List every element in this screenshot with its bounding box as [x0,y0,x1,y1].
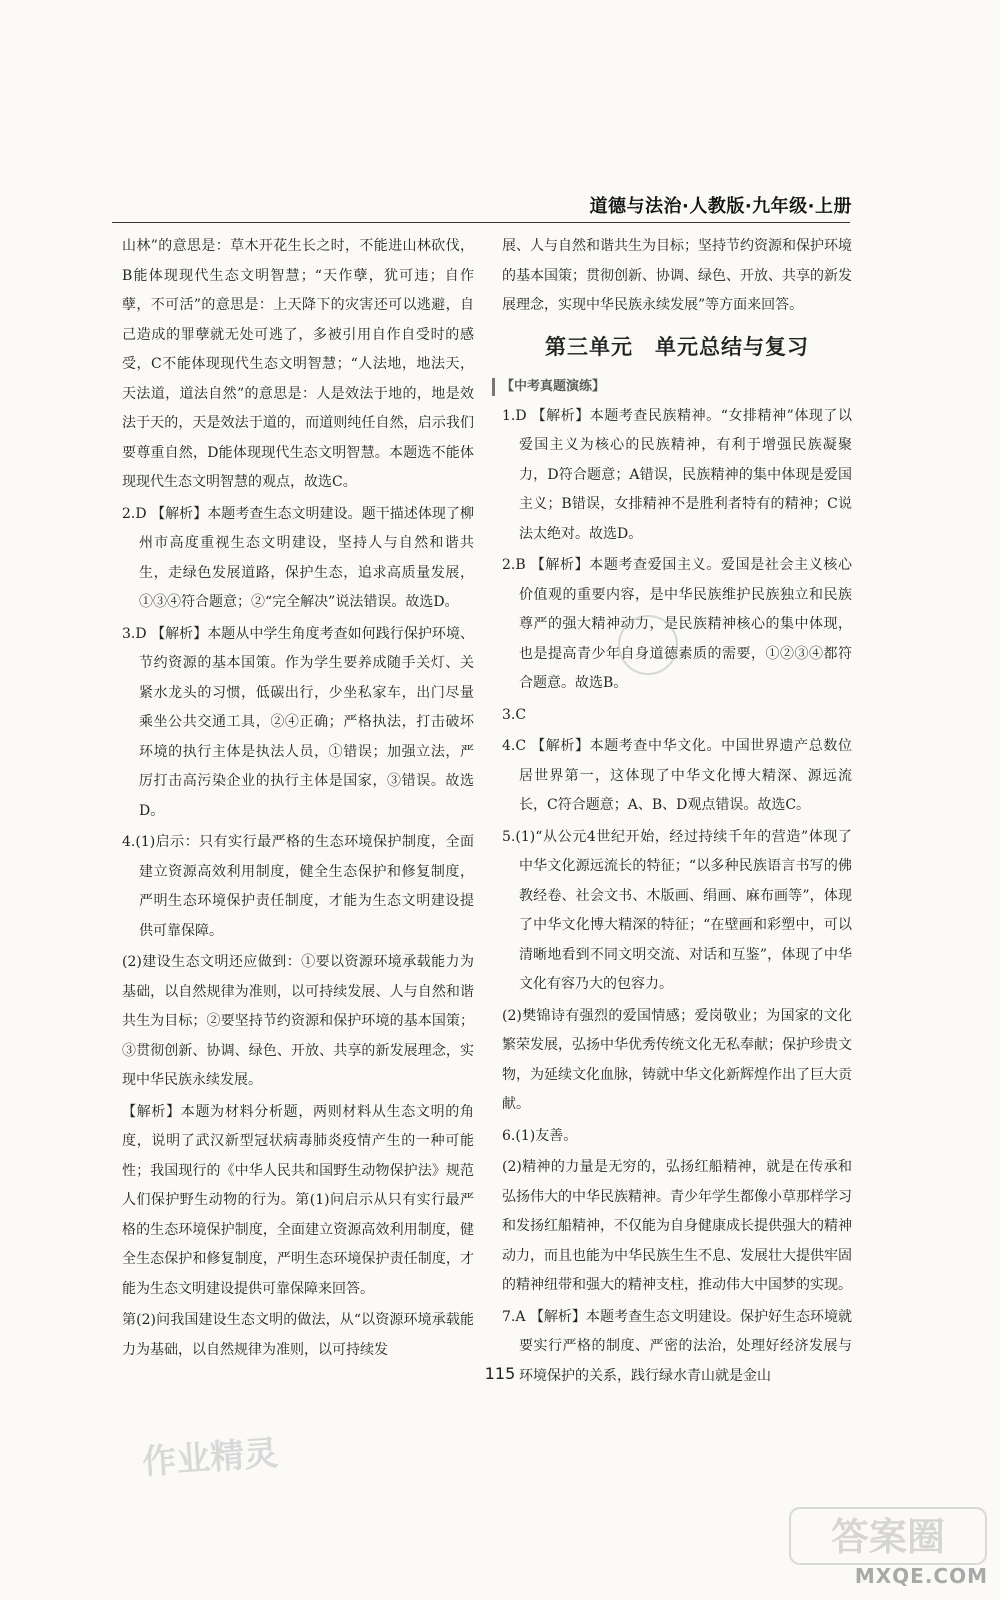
faint-ghost-text: 作业精灵 [141,1433,280,1483]
unit3-answer-7: 7.A 【解析】本题考查生态文明建设。保护好生态环境就要实行严格的制度、严密的法治，处理好经济发展与环境保护的关系，践行绿水青山就是金山 [502,1308,852,1384]
unit3-answer-3: 3.C [502,706,527,723]
unit3-answer-2: 2.B 【解析】本题考查爱国主义。爱国是社会主义核心价值观的重要内容，是中华民族维护民族独立和民族尊严的强大精神动力，是民族精神核心的集中体现，也是提高青少年自身道德素质的需要，①②③④都符合题意。故选B。 [502,557,852,691]
left-column [122,232,474,1367]
unit3-answer-6-part-1: 6.(1)友善。 [502,1127,578,1144]
answer-2: 2.D 【解析】本题考查生态文明建设。题干描述体现了柳州市高度重视生态文明建设，坚持人与自然和谐共生，走绿色发展道路，保护生态，追求高质量发展，①③④符合题意；②“完全解决”说法错误。故选D。 [122,505,474,610]
unit-title: 第三单元 单元总结与复习 [545,334,809,359]
page-header-title: 道德与法治·人教版·九年级·上册 [589,196,852,217]
faint-stamp [618,615,678,675]
answer-4-part-1: 4.(1)启示：只有实行最严格的生态环境保护制度，全面建立资源高效利用制度，健全生态保护和修复制度，严明生态环境保护责任制度，才能为生态文明建设提供可靠保障。 [122,834,474,939]
page-number: 115 [484,1364,516,1383]
unit3-answer-5-part-2: (2)樊锦诗有强烈的爱国情感；爱岗敬业；为国家的文化繁荣发展，弘扬中华优秀传统文化无私奉献；保护珍贵文物，为延续文化血脉，铸就中华文化新辉煌作出了巨大贡献。 [502,1007,852,1112]
header-rule [112,222,850,223]
answer-4-part-2: (2)建设生态文明还应做到：①要以资源环境承载能力为基础，以自然规律为准则，以可持续发展、人与自然和谐共生为目标；②要坚持节约资源和保护环境的基本国策；③贯彻创新、协调、绿色、开放、共享的新发展理念，实现中华民族永续发展。 [122,954,474,1088]
answer-4-analysis-cont: 第(2)问我国建设生态文明的做法，从“以资源环境承载能力为基础，以自然规律为准则，以可持续发 [122,1312,474,1358]
unit3-answer-5-part-1: 5.(1)“从公元4世纪开始，经过持续千年的营造”体现了中华文化源远流长的特征；“以多种民族语言书写的佛教经卷、社会文书、木版画、绢画、麻布画等”，体现了中华文化博大精深的特征；“在壁画和彩塑中，可以清晰地看到不同文明交流、对话和互鉴”，体现了中华文化有容乃大的包容力。 [502,828,852,992]
watermark-url: MXQE.COM [854,1564,988,1588]
unit3-answer-6-part-2: (2)精神的力量是无穷的，弘扬红船精神，就是在传承和弘扬伟大的中华民族精神。青少年学生都像小草那样学习和发扬红船精神，不仅能为自身健康成长提供强大的精神动力，而且也能为中华民族生生不息、发展壮大提供牢固的精神纽带和强大的精神支柱，推动伟大中国梦的实现。 [502,1159,852,1293]
right-intro: 展、人与自然和谐共生为目标；坚持节约资源和保护环境的基本国策；贯彻创新、协调、绿色、开放、共享的新发展理念，实现中华民族永续发展”等方面来回答。 [502,238,852,313]
watermark-logo [788,1500,988,1570]
answer-3: 3.D 【解析】本题从中学生角度考查如何践行保护环境、节约资源的基本国策。作为学生要养成随手关灯、关紧水龙头的习惯，低碳出行，少坐私家车，出门尽量乘坐公共交通工具，②④正确；严格执法，打击破坏环境的执行主体是执法人员，①错误；加强立法，严厉打击高污染企业的执行主体是国家，③错误。故选D。 [122,625,474,819]
right-column [502,232,852,1393]
unit3-answer-1: 1.D 【解析】本题考查民族精神。“女排精神”体现了以爱国主义为核心的民族精神，有利于增强民族凝聚力，D符合题意；A错误，民族精神的集中体现是爱国主义；B错误，女排精神不是胜利者特有的精神；C说法太绝对。故选D。 [502,407,852,542]
unit3-answer-4: 4.C 【解析】本题考查中华文化。中国世界遗产总数位居世界第一，这体现了中华文化博大精深、源远流长，C符合题意；A、B、D观点错误。故选C。 [502,738,852,813]
answer-4-analysis: 【解析】本题为材料分析题，两则材料从生态文明的角度，说明了武汉新型冠状病毒肺炎疫情产生的一种可能性；我国现行的《中华人民共和国野生动物保护法》规范人们保护野生动物的行为。第(1)问启示从只有实行最严格的生态环境保护制度，全面建立资源高效利用制度，健全生态保护和修复制度，严明生态环境保护责任制度，才能为生态文明建设提供可靠保障来回答。 [122,1103,474,1297]
section-tag: 【中考真题演练】 [492,378,611,396]
left-paragraph: 山林”的意思是：草木开花生长之时，不能进山林砍伐，B能体现现代生态文明智慧；“天作孽，犹可违；自作孽，不可活”的意思是：上天降下的灾害还可以逃避，自己造成的罪孽就无处可逃了，多被引用自作自受时的感受，C不能体现现代生态文明智慧；“人法地，地法天，天法道，道法自然”的意思是：人是效法于地的，地是效法于天的，天是效法于道的，而道则纯任自然，启示我们要尊重自然，D能体现现代生态文明智慧。本题选不能体现现代生态文明智慧的观点，故选C。 [122,238,474,490]
svg-text:答案圈: 答案圈 [830,1515,946,1559]
